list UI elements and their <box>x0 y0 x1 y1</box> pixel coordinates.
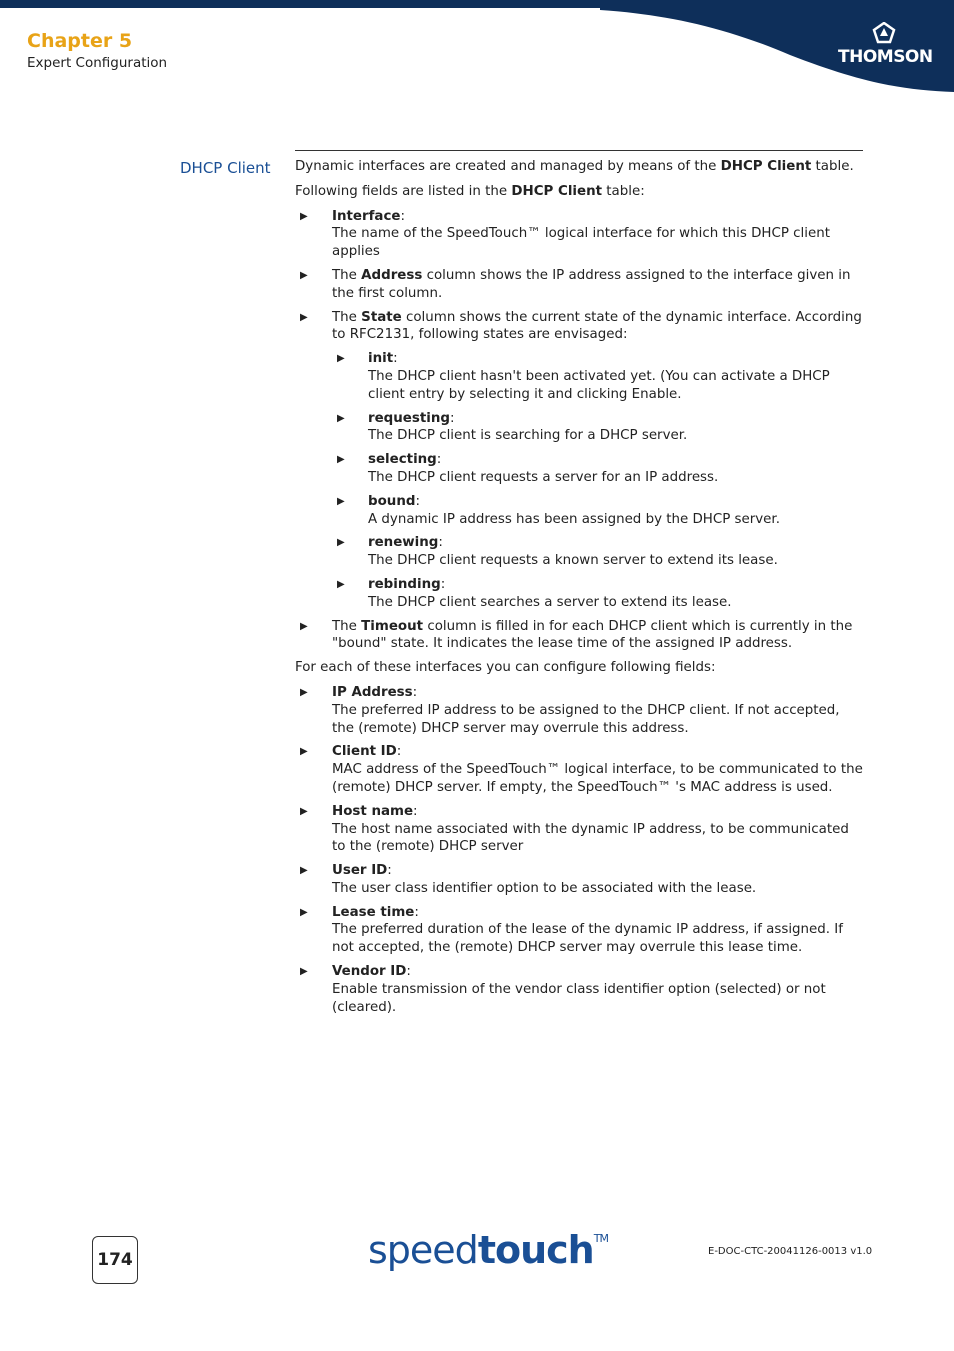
header-band <box>0 0 954 95</box>
list-item: ▶ Lease time: The preferred duration of the lease of the dynamic IP address, if assigned. If not accepted, the (remote) DHCP server may overrule this lease time. <box>300 904 843 956</box>
bullet-icon: ▶ <box>300 269 308 281</box>
list-item: ▶ selecting: The DHCP client requests a server for an IP address. <box>337 452 719 485</box>
list-item: ▶ Client ID: MAC address of the SpeedTouch™ logical interface, to be communicated to the (remote) DHCP server. If empty, the SpeedTouch™ 's MAC address is used. <box>300 744 863 795</box>
bullet-icon: ▶ <box>337 495 345 507</box>
bullet-icon: ▶ <box>300 210 308 222</box>
list-item: ▶ Host name: The host name associated with the dynamic IP address, to be communicated to the (remote) DHCP server <box>300 803 849 855</box>
list-item: ▶ requesting: The DHCP client is searching for a DHCP server. <box>337 410 688 444</box>
document-reference: E-DOC-CTC-20041126-0013 v1.0 <box>708 1246 873 1257</box>
bullet-icon: ▶ <box>337 412 345 424</box>
list-item: ▶ The Timeout column is filled in for each DHCP client which is currently in the "bound" state. It indicates the lease time of the assigned IP address. <box>300 618 853 652</box>
list-item: ▶ User ID: The user class identifier option to be associated with the lease. <box>300 863 757 896</box>
config-intro: For each of these interfaces you can configure following fields: <box>295 660 716 676</box>
bullet-icon: ▶ <box>300 746 308 758</box>
fields-paragraph: Following fields are listed in the DHCP Client table: <box>295 183 645 199</box>
speedtouch-logo: speedtouch™ <box>368 1228 608 1272</box>
intro-paragraph: Dynamic interfaces are created and managed by means of the DHCP Client table. <box>295 159 854 174</box>
bullet-icon: ▶ <box>337 578 345 590</box>
bullet-icon: ▶ <box>300 966 308 978</box>
section-title: DHCP Client <box>180 159 271 177</box>
brand-name: THOMSON <box>838 47 933 67</box>
bullet-icon: ▶ <box>300 906 308 918</box>
bullet-icon: ▶ <box>300 311 308 323</box>
list-item: ▶ The Address column shows the IP address assigned to the interface given in the first column. <box>300 267 851 301</box>
list-item: ▶ Vendor ID: Enable transmission of the vendor class identifier option (selected) or not (cleared). <box>300 964 826 1015</box>
section-divider <box>295 150 863 151</box>
list-item: ▶ bound: A dynamic IP address has been assigned by the DHCP server. <box>337 493 780 527</box>
list-item: ▶ Interface: The name of the SpeedTouch™ logical interface for which this DHCP client applies <box>300 208 830 260</box>
bullet-icon: ▶ <box>300 620 308 632</box>
bullet-icon: ▶ <box>337 537 345 549</box>
list-item: ▶ renewing: The DHCP client requests a known server to extend its lease. <box>337 535 778 569</box>
list-item: ▶ The State column shows the current state of the dynamic interface. According to RFC2131, following states are envisaged: ▶ init: The DHCP client hasn't been activated yet. (You can activate a DHCP client entry by selecting it and clicking Enable. ▶ requesting: The DHCP client is searching for a DHCP server. ▶ selecting: The DHCP client requests a server for an IP address. ▶ bound: A dynamic IP address has been assigned by the DHCP server. ▶ renewing: The DHCP client requests a known server to extend its lease. ▶ rebinding: The DHCP client searches a server to extend its lease. <box>300 309 862 610</box>
list-item: ▶ rebinding: The DHCP client searches a server to extend its lease. <box>337 576 732 610</box>
thomson-logo-icon <box>872 22 896 44</box>
states-list <box>332 350 863 611</box>
page-number: 174 <box>92 1236 138 1284</box>
section-body <box>295 158 863 1022</box>
bullet-icon: ▶ <box>337 353 345 365</box>
bullet-icon: ▶ <box>300 805 308 817</box>
bullet-icon: ▶ <box>300 865 308 877</box>
chapter-label: Chapter 5 <box>27 30 133 52</box>
list-item: ▶ IP Address: The preferred IP address to be assigned to the DHCP client. If not accepted, the (remote) DHCP server may overrule this address. <box>300 684 840 736</box>
bullet-icon: ▶ <box>337 454 345 466</box>
list-item: ▶ init: The DHCP client hasn't been activated yet. (You can activate a DHCP client entry by selecting it and clicking Enable. <box>337 351 830 402</box>
chapter-subtitle: Expert Configuration <box>27 55 168 71</box>
bullet-icon: ▶ <box>300 686 308 698</box>
